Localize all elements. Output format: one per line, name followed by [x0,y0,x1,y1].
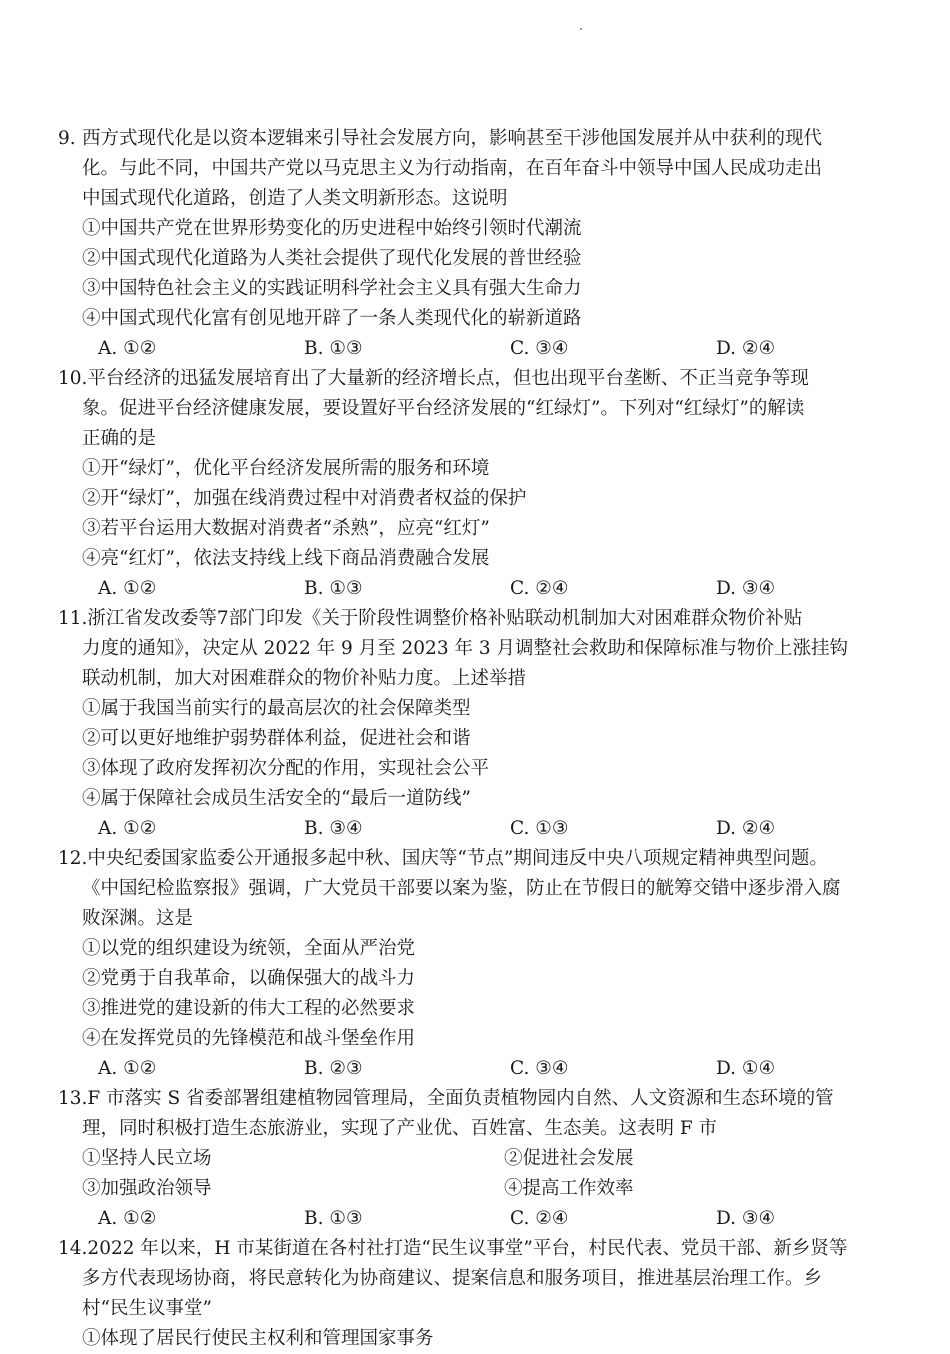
choice-b: B. ②③ [304,1058,363,1079]
option-statement: ③推进党的建设新的伟大工程的必然要求 [82,998,416,1019]
stem-line: F 市落实 S 省委部署组建植物园管理局，全面负责植物园内自然、人文资源和生态环境的管 [87,1088,834,1109]
option-statement: ④中国式现代化富有创见地开辟了一条人类现代化的崭新道路 [82,308,582,329]
answer-choices [58,814,898,844]
answer-choices [58,334,898,364]
option-statement: ④提高工作效率 [504,1178,634,1199]
question-10 [58,364,898,604]
option-statement: ①以党的组织建设为统领，全面从严治党 [82,938,416,959]
choice-c: C. ①③ [510,818,569,839]
answer-choices [58,574,898,604]
stem-line: 中央纪委国家监委公开通报多起中秋、国庆等“节点”期间违反中央八项规定精神典型问题。 [87,848,828,869]
choice-a: A. ①② [98,1058,157,1079]
stem-line: 联动机制，加大对困难群众的物价补贴力度。上述举措 [82,668,527,689]
choice-c: C. ②④ [510,578,569,599]
option-statement: ②中国式现代化道路为人类社会提供了现代化发展的普世经验 [82,248,582,269]
question-number: 10. [58,368,88,389]
stem-line: 西方式现代化是以资本逻辑来引导社会发展方向，影响甚至干涉他国发展并从中获利的现代 [82,128,823,149]
choice-d: D. ③④ [716,1208,776,1229]
choice-d: D. ③④ [716,578,776,599]
stem-line: 理，同时积极打造生态旅游业，实现了产业优、百姓富、生态美。这表明 F 市 [82,1118,718,1139]
option-statement: ①中国共产党在世界形势变化的历史进程中始终引领时代潮流 [82,218,582,239]
choice-c: C. ②④ [510,1208,569,1229]
option-statement: ④亮“红灯”，依法支持线上线下商品消费融合发展 [82,548,490,569]
choice-a: A. ①② [98,818,157,839]
question-14 [58,1234,898,1354]
stem-line: 力度的通知》，决定从 2022 年 9 月至 2023 年 3 月调整社会救助和保障标准与物价上涨挂钩 [82,638,849,659]
option-statement: ②可以更好地维护弱势群体利益，促进社会和谐 [82,728,471,749]
choice-c: C. ③④ [510,1058,569,1079]
choice-d: D. ②④ [716,338,776,359]
stem-line: 正确的是 [82,428,157,449]
stem-line: 2022 年以来，H 市某街道在各村社打造“民生议事堂”平台，村民代表、党员干部、新乡贤等 [87,1238,848,1259]
answer-choices [58,1204,898,1234]
stem-line: 村“民生议事堂” [82,1298,212,1319]
question-11 [58,604,898,844]
option-statement: ①开“绿灯”，优化平台经济发展所需的服务和环境 [82,458,490,479]
choice-b: B. ①③ [304,1208,363,1229]
question-number: 9. [58,128,76,149]
option-statement: ③加强政治领导 [82,1178,212,1199]
question-number: 11. [58,608,88,629]
question-number: 12. [58,848,88,869]
question-12 [58,844,898,1084]
option-statement: ①属于我国当前实行的最高层次的社会保障类型 [82,698,471,719]
question-13 [58,1084,898,1234]
option-statement: ②促进社会发展 [504,1148,634,1169]
choice-b: B. ①③ [304,578,363,599]
choice-d: D. ①④ [716,1058,776,1079]
choice-b: B. ③④ [304,818,363,839]
option-statement: ③体现了政府发挥初次分配的作用，实现社会公平 [82,758,490,779]
stem-line: 《中国纪检监察报》强调，广大党员干部要以案为鉴，防止在节假日的觥筹交错中逐步滑入腐 [82,878,841,899]
option-statement: ②党勇于自我革命，以确保强大的战斗力 [82,968,416,989]
option-statement: ③中国特色社会主义的实践证明科学社会主义具有强大生命力 [82,278,582,299]
stem-line: 败深渊。这是 [82,908,194,929]
option-statement: ③若平台运用大数据对消费者“杀熟”，应亮“红灯” [82,518,490,539]
choice-c: C. ③④ [510,338,569,359]
option-statement: ①体现了居民行使民主权利和管理国家事务 [82,1328,434,1349]
answer-choices [58,1054,898,1084]
choice-b: B. ①③ [304,338,363,359]
question-number: 13. [58,1088,88,1109]
stem-line: 平台经济的迅猛发展培育出了大量新的经济增长点，但也出现平台垄断、不正当竞争等现 [87,368,809,389]
stem-line: 中国式现代化道路，创造了人类文明新形态。这说明 [82,188,508,209]
stem-line: 多方代表现场协商，将民意转化为协商建议、提案信息和服务项目，推进基层治理工作。乡 [82,1268,823,1289]
scan-speck [580,28,582,30]
option-statement: ④属于保障社会成员生活安全的“最后一道防线” [82,788,471,809]
stem-line: 浙江省发改委等7部门印发《关于阶段性调整价格补贴联动机制加大对困难群众物价补贴 [87,608,803,629]
choice-a: A. ①② [98,1208,157,1229]
stem-line: 象。促进平台经济健康发展，要设置好平台经济发展的“红绿灯”。下列对“红绿灯”的解读 [82,398,805,419]
option-grid [58,1144,898,1204]
choice-d: D. ②④ [716,818,776,839]
question-number: 14. [58,1238,88,1259]
option-statement: ②开“绿灯”，加强在线消费过程中对消费者权益的保护 [82,488,527,509]
question-9 [58,124,898,364]
option-statement: ①坚持人民立场 [82,1148,212,1169]
option-statement: ④在发挥党员的先锋模范和战斗堡垒作用 [82,1028,416,1049]
choice-a: A. ①② [98,338,157,359]
stem-line: 化。与此不同，中国共产党以马克思主义为行动指南，在百年奋斗中领导中国人民成功走出 [82,158,823,179]
choice-a: A. ①② [98,578,157,599]
